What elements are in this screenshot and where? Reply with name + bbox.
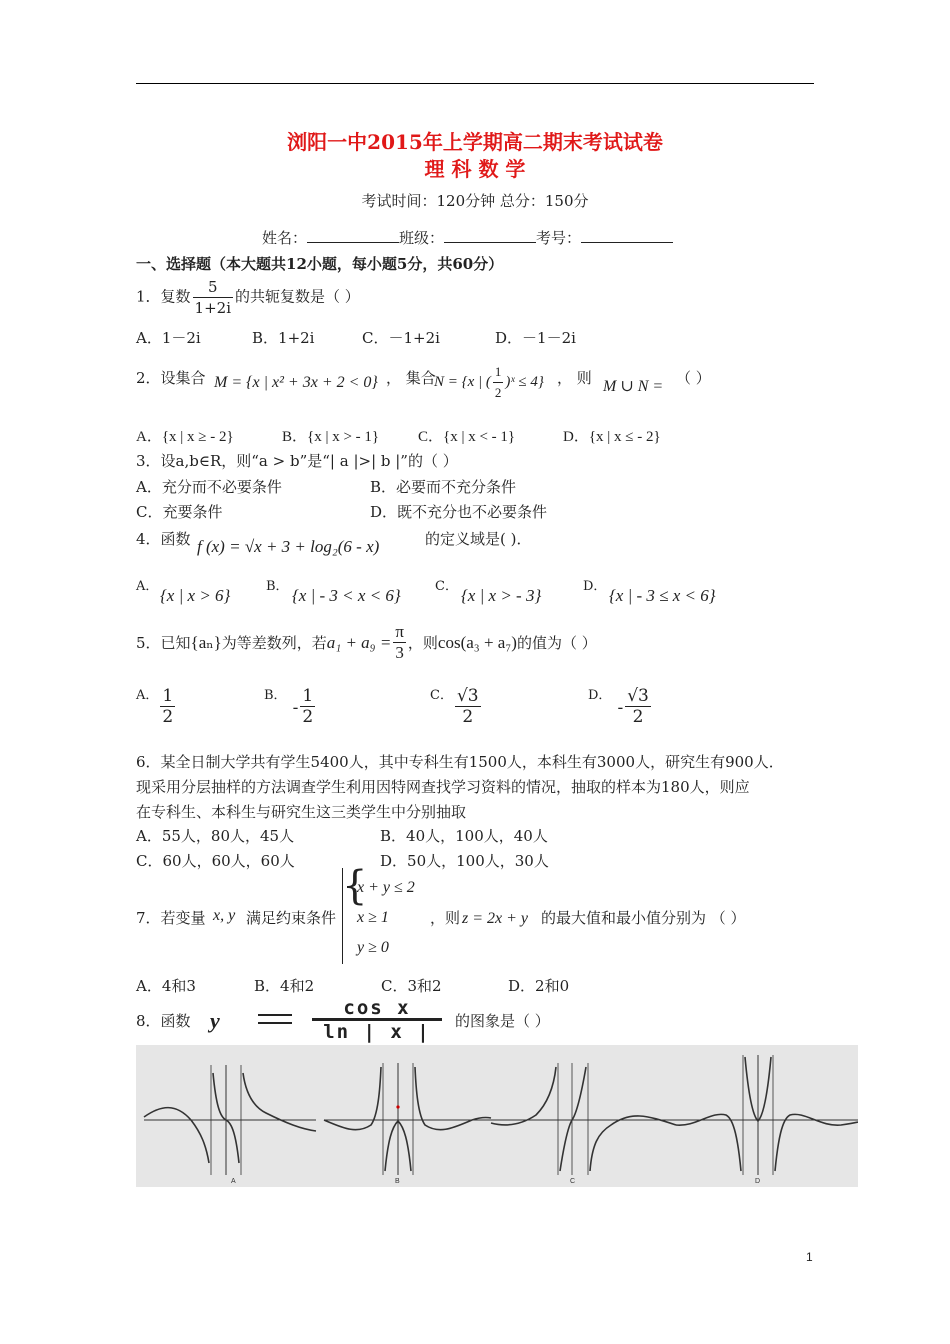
q6-option-c: C．60人，60人，60人 — [136, 852, 295, 870]
q8-fraction: cos x ln | x | — [312, 998, 442, 1043]
q1-fraction: $\frac{5}{1+2i}$ — [194, 278, 231, 317]
q4-option-c: {x | x > - 3} — [461, 586, 542, 605]
q2-option-a: A．{x | x ≥ - 2} — [136, 429, 234, 445]
q4-option-c-letter: C． — [435, 579, 458, 594]
question-1 — [136, 277, 360, 318]
section-heading: 一、选择题（本大题共12小题，每小题5分，共60分） — [136, 255, 504, 273]
q4-suffix: 的定义域是( )． — [425, 530, 532, 548]
q7-mid: 满足约束条件 — [246, 909, 337, 927]
q7-then: ，则 — [430, 909, 461, 927]
q3-option-d: D．既不充分也不必要条件 — [370, 503, 548, 521]
q7-brace-line — [342, 868, 347, 964]
q2-option-b: B．{x | x > - 1} — [282, 429, 380, 445]
q2-mid: ， 集合 — [386, 369, 436, 387]
name-blank[interactable] — [307, 228, 399, 243]
q3-option-c: C．充要条件 — [136, 503, 223, 521]
exam-info: 考试时间：120分钟 总分：150分 — [361, 192, 589, 210]
q2-option-c: C．{x | x < - 1} — [418, 429, 516, 445]
number-blank[interactable] — [581, 228, 673, 243]
q7-option-b: B．4和2 — [254, 977, 315, 995]
q7-option-c: C．3和2 — [381, 977, 442, 995]
q2-option-d: D．{x | x ≤ - 2} — [563, 429, 661, 445]
q7-prefix: 7．若变量 — [136, 909, 206, 927]
q4-option-b-letter: B． — [266, 579, 289, 594]
header-rule — [136, 83, 814, 84]
number-label: 考号： — [536, 229, 582, 247]
q5-option-c: C． $\frac{√3}{2}$ — [430, 686, 479, 727]
q7-suffix: 的最大值和最小值分别为 （ ） — [541, 909, 746, 927]
exam-subject: 理 科 数 学 — [424, 157, 526, 181]
q4-formula: f (x) = √x + 3 + log₂(6 - x) — [197, 537, 380, 556]
q3-option-b: B．必要而不充分条件 — [370, 478, 517, 496]
q4-option-d-letter: D． — [583, 579, 607, 594]
q6-line-3: 在专科生、本科生与研究生这三类学生中分别抽取 — [136, 803, 467, 821]
question-5: 5．已知 {aₙ} 为等差数列，若 a₁ + a₉ = $\frac{\pi}{3}$ ，则 cos(a₃ + a₇) 的值为（ ） — [136, 622, 597, 662]
q1-prefix: 1．复数 — [136, 287, 191, 306]
exam-title: 浏阳一中2015年上学期高二期末考试试卷 — [287, 130, 663, 154]
q1-option-b: B．1+2i — [252, 329, 315, 347]
q5-option-b: B． - $\frac{1}{2}$ — [264, 686, 314, 727]
q1-suffix: 的共轭复数是（ ） — [235, 287, 360, 306]
q5-option-a: A． $\frac{1}{2}$ — [136, 686, 174, 727]
class-blank[interactable] — [444, 228, 536, 243]
q7-option-a: A．4和3 — [136, 977, 196, 995]
q8-equals — [258, 1014, 292, 1024]
q6-line-2: 现采用分层抽样的方法调查学生利用因特网查找学习资料的情况，抽取的样本为180人，则应 — [136, 778, 750, 796]
q2-then: ， 则 — [557, 369, 592, 387]
q8-prefix: 8．函数 — [136, 1012, 191, 1030]
q5-option-d: D． - $\frac{√3}{2}$ — [588, 686, 649, 727]
graph-label-b: B — [395, 1178, 400, 1185]
q4-option-a: {x | x > 6} — [160, 586, 231, 605]
q7-vars: x, y — [213, 907, 236, 924]
graph-label-c: C — [570, 1178, 576, 1185]
q7-option-d: D．2和0 — [508, 977, 570, 995]
q4-prefix: 4．函数 — [136, 530, 191, 548]
q8-graphs-image — [136, 1045, 858, 1187]
q6-option-b: B．40人，100人，40人 — [380, 827, 548, 845]
q2-paren: （ ） — [676, 369, 711, 387]
q7-constraint-1: x + y ≤ 2 — [357, 879, 415, 896]
q4-option-d: {x | - 3 ≤ x < 6} — [609, 586, 716, 605]
q7-constraint-2: x ≥ 1 — [357, 909, 389, 926]
q7-objective: z = 2x + y — [462, 910, 529, 927]
q8-suffix: 的图象是（ ） — [455, 1012, 550, 1030]
page-number: 1 — [806, 1250, 813, 1264]
q8-lhs: y — [210, 1008, 220, 1033]
q1-option-a: A．1－2i — [136, 329, 201, 347]
class-label: 班级： — [399, 229, 445, 247]
q4-option-a-letter: A． — [136, 579, 159, 594]
q1-option-c: C．－1+2i — [362, 329, 440, 347]
q2-set-m: M = {x | x² + 3x + 2 < 0} — [214, 374, 378, 391]
q8-graphs — [136, 1045, 858, 1187]
student-info-fields — [262, 227, 673, 248]
graph-label-d: D — [755, 1178, 761, 1185]
q4-option-b: {x | - 3 < x < 6} — [292, 586, 401, 605]
graph-label-a: A — [231, 1178, 236, 1185]
q2-set-n: N = {x | ( $\frac{1}{2}$ )ˣ ≤ 4} — [434, 364, 544, 400]
q6-line-1: 6．某全日制大学共有学生5400人，其中专科生有1500人，本科生有3000人，研究生有900人． — [136, 753, 784, 771]
q6-option-a: A．55人，80人，45人 — [136, 827, 295, 845]
q2-prefix: 2．设集合 — [136, 369, 206, 387]
q7-constraint-3: y ≥ 0 — [357, 939, 389, 956]
q3-stem: 3．设a,b∈R，则“a > b”是“| a |>| b |”的（ ） — [136, 452, 458, 470]
q7-brace: { — [342, 863, 368, 909]
q1-option-d: D．－1－2i — [495, 329, 576, 347]
q3-option-a: A．充分而不必要条件 — [136, 478, 282, 496]
name-label: 姓名： — [262, 229, 308, 247]
q6-option-d: D．50人，100人，30人 — [380, 852, 549, 870]
q2-union: M ∪ N = — [603, 378, 664, 395]
